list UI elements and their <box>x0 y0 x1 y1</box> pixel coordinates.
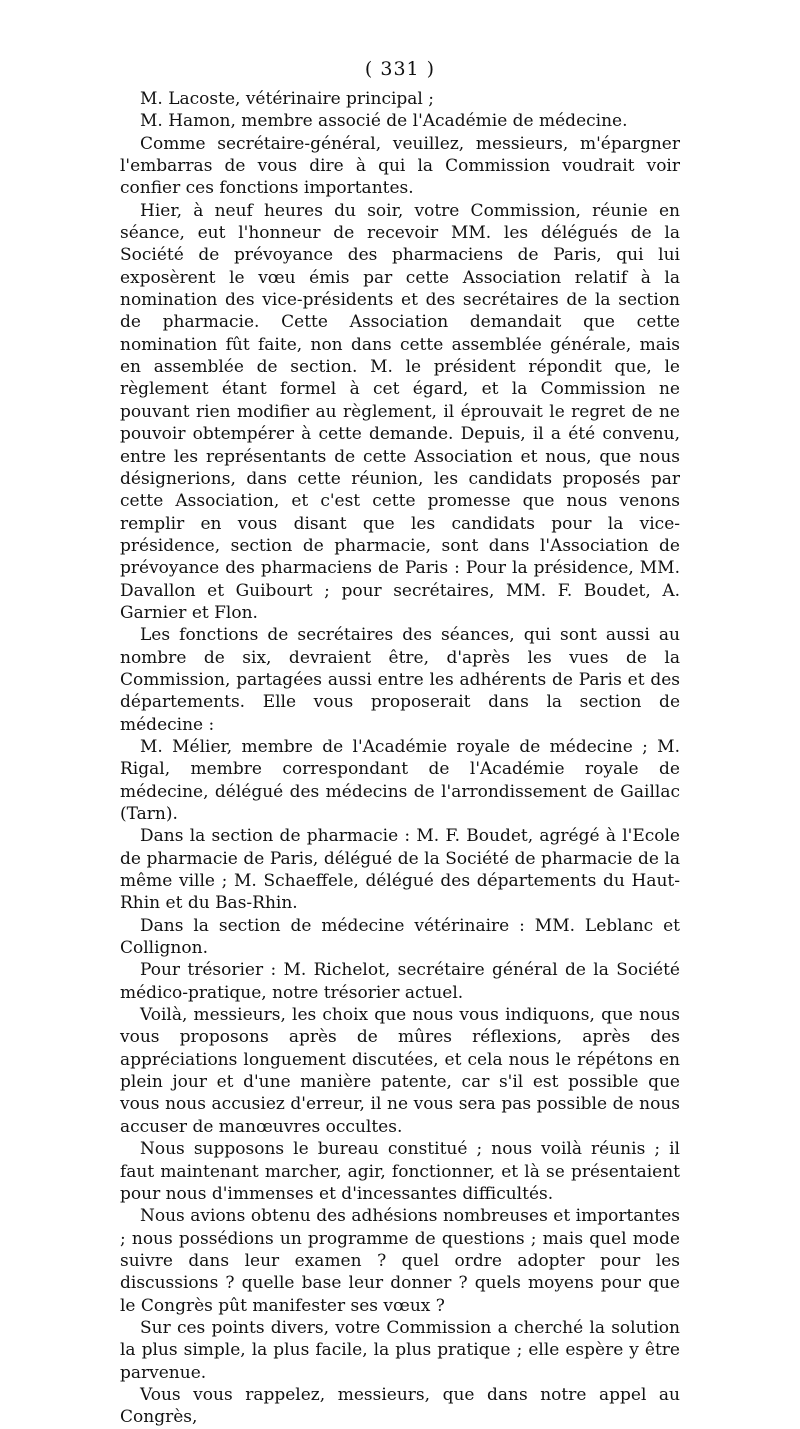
paragraph-4: Hier, à neuf heures du soir, votre Commission, réunie en séance, eut l'honneur de recevoir MM. les délégués de la Société de prévoyance des pharmaciens de Paris, qui lui exposèrent le vœu émis par cette Association relatif à la nomination des vice-présidents et des secrétaires de la section de pharmacie. Cette Association demandait que cette nomination fût faite, non dans cette assemblée générale, mais en assemblée de section. M. le président répondit que, le règlement étant formel à cet égard, et la Commission ne pouvant rien modifier au règlement, il éprouvait le regret de ne pouvoir obtempérer à cette demande. Depuis, il a été convenu, entre les représentants de cette Association et nous, que nous désignerions, dans cette réunion, les candidats proposés par cette Association, et c'est cette promesse que nous venons remplir en vous disant que les candidats pour la vice-présidence, section de pharmacie, sont dans l'Association de prévoyance des pharmaciens de Paris : Pour la présidence, MM. Davallon et Guibourt ; pour secrétaires, MM. F. Boudet, A. Garnier et Flon. <box>120 200 680 623</box>
paragraph-3: Comme secrétaire-général, veuillez, messieurs, m'épargner l'embarras de vous dire à qui la Commission voudrait voir confier ces fonctions importantes. <box>120 133 680 199</box>
paragraph-2: M. Hamon, membre associé de l'Académie de médecine. <box>140 111 628 132</box>
page-body <box>120 88 680 1429</box>
paragraph-10: Voilà, messieurs, les choix que nous vous indiquons, que nous vous proposons après de mûres réflexions, après des appréciations longuement discutées, et cela nous le répétons en plein jour et d'une manière patente, car s'il est possible que vous nous accusiez d'erreur, il ne vous sera pas possible de nous accuser de manœuvres occultes. <box>120 1005 680 1137</box>
paragraph-1: M. Lacoste, vétérinaire principal ; <box>140 89 434 109</box>
paragraph-9: Pour trésorier : M. Richelot, secrétaire général de la Société médico-pratique, notre trésorier actuel. <box>120 960 680 1003</box>
paragraph-5: Les fonctions de secrétaires des séances, qui sont aussi au nombre de six, devraient être, d'après les vues de la Commission, partagées aussi entre les adhérents de Paris et des départements. Elle vous proposerait dans la section de médecine : <box>120 625 680 735</box>
paragraph-11: Nous supposons le bureau constitué ; nous voilà réunis ; il faut maintenant marcher, agir, fonctionner, et là se présentaient pour nous d'immenses et d'incessantes difficultés. <box>120 1139 680 1204</box>
paragraph-14: Vous vous rappelez, messieurs, que dans notre appel au Congrès, <box>120 1384 680 1428</box>
paragraph-12: Nous avions obtenu des adhésions nombreuses et importantes ; nous possédions un programme de questions ; mais quel mode suivre dans leur examen ? quel ordre adopter pour les discussions ? quelle base leur donner ? quels moyens pour que le Congrès pût manifester ses vœux ? <box>120 1206 680 1316</box>
page-number: ( 331 ) <box>364 58 436 80</box>
paragraph-8: Dans la section de médecine vétérinaire : MM. Leblanc et Collignon. <box>120 915 680 959</box>
paragraph-6: M. Mélier, membre de l'Académie royale de médecine ; M. Rigal, membre correspondant de l'Académie royale de médecine, délégué des médecins de l'arrondissement de Gaillac (Tarn). <box>120 736 680 824</box>
paragraph-7: Dans la section de pharmacie : M. F. Boudet, agrégé à l'Ecole de pharmacie de Paris, délégué de la Société de pharmacie de la même ville ; M. Schaeffele, délégué des départements du Haut-Rhin et du Bas-Rhin. <box>120 826 680 914</box>
paragraph-13: Sur ces points divers, votre Commission a cherché la solution la plus simple, la plus facile, la plus pratique ; elle espère y être parvenue. <box>120 1317 680 1383</box>
